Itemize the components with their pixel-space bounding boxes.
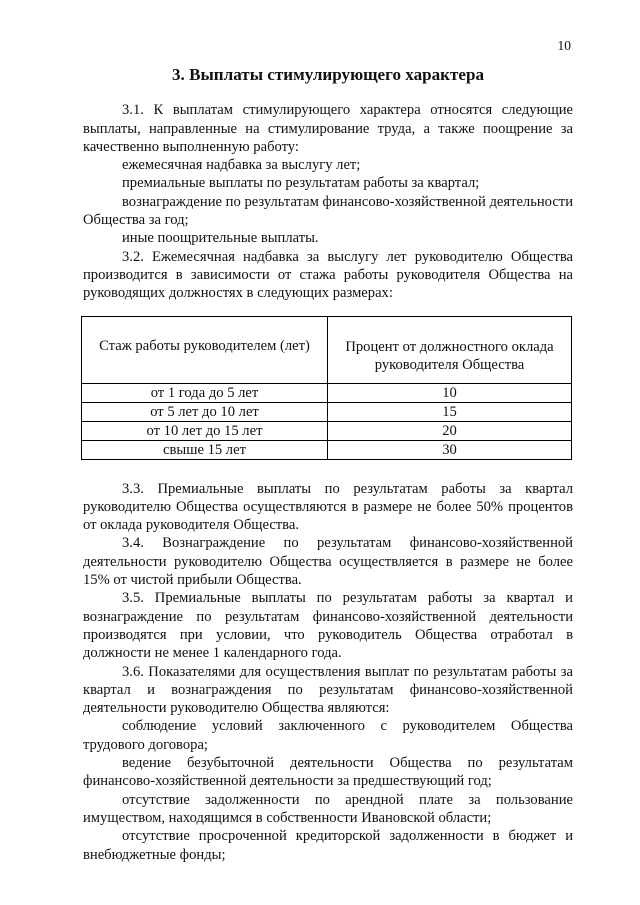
table-row xyxy=(82,440,572,459)
list-item: иные поощрительные выплаты. xyxy=(122,230,319,247)
list-item: соблюдение условий заключенного с руководителем Общества трудового договора; xyxy=(83,718,573,753)
list-item: ежемесячная надбавка за выслугу лет; xyxy=(122,157,361,174)
table-header-row xyxy=(82,316,572,383)
table-cell: 30 xyxy=(328,440,572,459)
table-cell: 10 xyxy=(328,383,572,402)
table-cell: 15 xyxy=(328,402,572,421)
paragraph-3-2: 3.2. Ежемесячная надбавка за выслугу лет руководителю Общества производится в зависимости от стажа работы руководителя Общества на руководящих должностях в следующих размерах: xyxy=(83,248,573,302)
table-cell: 20 xyxy=(328,421,572,440)
paragraph-3-1: 3.1. К выплатам стимулирующего характера относятся следующие выплаты, направленные на стимулирование труда, а также поощрение за качественно выполненную работу: xyxy=(83,102,573,155)
table-row xyxy=(82,383,572,402)
document-body xyxy=(83,66,573,864)
paragraph-3-3: 3.3. Премиальные выплаты по результатам работы за квартал руководителю Общества осуществляются в размере не более 50% процентов от оклада руководителя Общества. xyxy=(83,480,573,534)
table-row xyxy=(82,421,572,440)
column-header: Процент от должностного оклада руководителя Общества xyxy=(328,316,572,383)
list-item: ведение безубыточной деятельности Общества по результатам финансово-хозяйственной деятельности за предшествующий год; xyxy=(83,755,573,790)
list-item: отсутствие просроченной кредиторской задолженности в бюджет и внебюджетные фонды; xyxy=(83,828,573,863)
section-heading: 3. Выплаты стимулирующего характера xyxy=(171,65,485,84)
paragraph-3-5: 3.5. Премиальные выплаты по результатам работы за квартал и вознаграждение по результатам финансово-хозяйственной деятельности производятся при условии, что руководитель Общества отработал в должности не менее 1 календарного года. xyxy=(83,590,573,662)
table-cell: от 10 лет до 15 лет xyxy=(82,421,328,440)
list-item: премиальные выплаты по результатам работы за квартал; xyxy=(122,175,480,192)
paragraph-3-6: 3.6. Показателями для осуществления выплат по результатам работы за квартал и вознаграждения по результатам финансово-хозяйственной деятельности руководителю Общества являются: xyxy=(83,663,573,717)
table-row xyxy=(82,402,572,421)
seniority-table xyxy=(81,316,572,460)
paragraph-3-4: 3.4. Вознаграждение по результатам финансово-хозяйственной деятельности руководителю Общества осуществляется в размере не более 15% от чистой прибыли Общества. xyxy=(83,535,573,589)
page-number: 10 xyxy=(557,38,571,53)
table-cell: от 1 года до 5 лет xyxy=(82,383,328,402)
list-item: вознаграждение по результатам финансово-хозяйственной деятельности Общества за год; xyxy=(83,193,573,229)
table-cell: от 5 лет до 10 лет xyxy=(82,402,328,421)
list-item: отсутствие задолженности по арендной плате за пользование имуществом, находящимся в собственности Ивановской области; xyxy=(83,791,573,826)
table-cell: свыше 15 лет xyxy=(82,440,328,459)
column-header: Стаж работы руководителем (лет) xyxy=(82,316,328,383)
